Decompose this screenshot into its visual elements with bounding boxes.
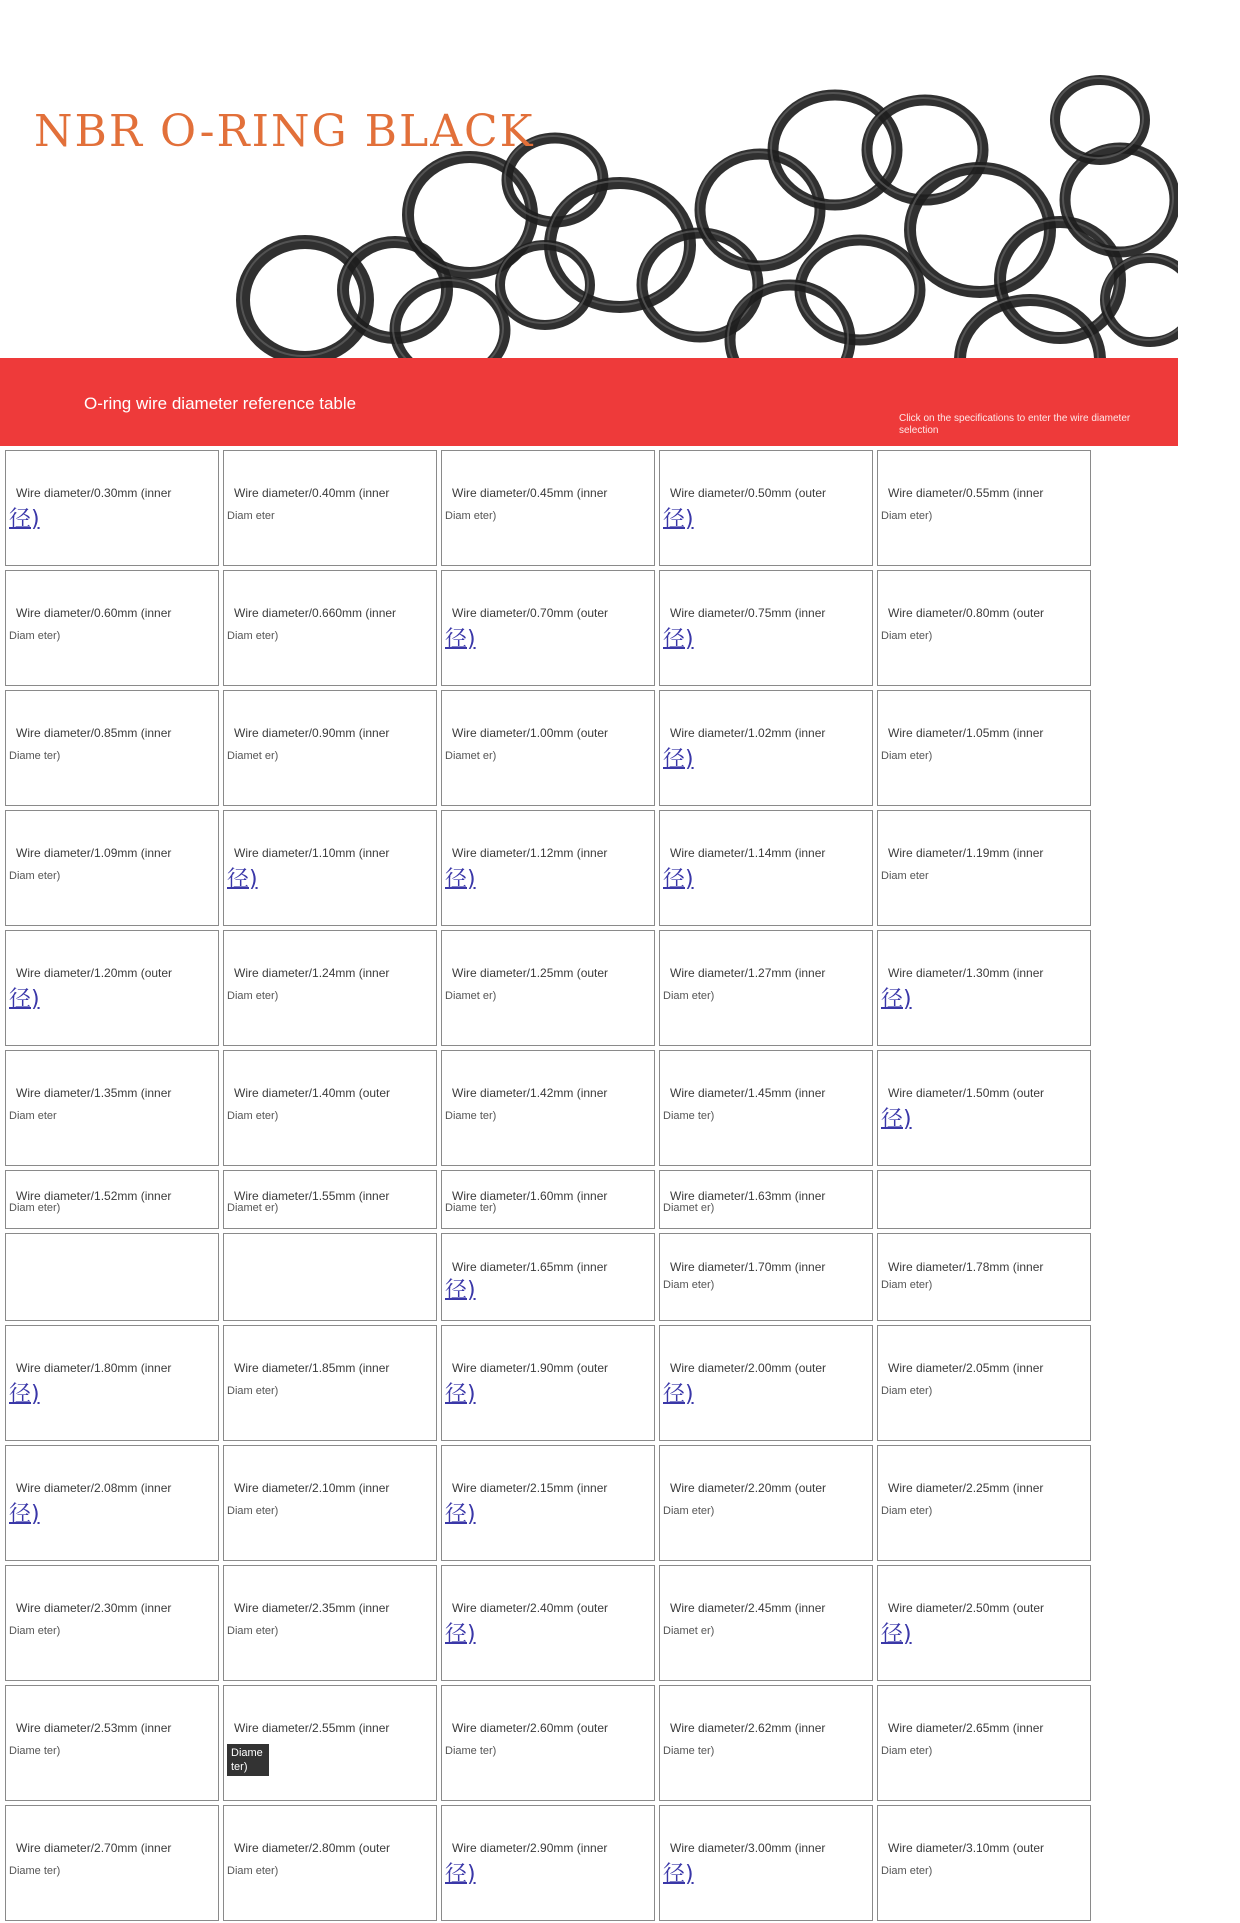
spec-diameter-type: Diam eter) [227, 1865, 279, 1877]
spec-cell[interactable] [5, 1325, 219, 1441]
spec-label: Wire diameter/2.62mm (inner [670, 1721, 826, 1735]
spec-label: Wire diameter/0.55mm (inner [888, 486, 1044, 500]
spec-cell[interactable] [223, 1170, 437, 1229]
spec-cell[interactable] [5, 450, 219, 566]
spec-label: Wire diameter/0.90mm (inner [234, 726, 390, 740]
spec-row [2, 688, 1100, 808]
spec-label: Wire diameter/1.55mm (inner [234, 1189, 390, 1203]
spec-diameter-type: Diam eter) [881, 750, 933, 762]
spec-cell[interactable] [5, 1685, 219, 1801]
spec-row [2, 1323, 1100, 1443]
spec-label: Wire diameter/2.65mm (inner [888, 1721, 1044, 1735]
spec-diameter-type: 径) [227, 867, 258, 892]
spec-label: Wire diameter/3.10mm (outer [888, 1841, 1045, 1855]
spec-label: Wire diameter/0.60mm (inner [16, 606, 172, 620]
spec-row [2, 808, 1100, 928]
spec-diameter-type: 径) [445, 1622, 476, 1647]
spec-label: Wire diameter/0.80mm (outer [888, 606, 1045, 620]
spec-diameter-type: Diamet er) [445, 990, 497, 1002]
spec-label: Wire diameter/2.25mm (inner [888, 1481, 1044, 1495]
spec-diameter-type: Diame ter) [445, 1110, 497, 1122]
spec-row [2, 448, 1100, 568]
spec-row [2, 1048, 1100, 1168]
spec-label: Wire diameter/1.12mm (inner [452, 846, 608, 860]
spec-cell[interactable] [659, 1233, 873, 1321]
spec-diameter-type: 径) [445, 1862, 476, 1887]
spec-cell[interactable] [5, 810, 219, 926]
spec-label: Wire diameter/1.02mm (inner [670, 726, 826, 740]
spec-diameter-type: 径) [881, 987, 912, 1012]
spec-diameter-type: 径) [663, 867, 694, 892]
spec-diameter-type: 径) [445, 1278, 476, 1303]
section-header [0, 358, 1178, 446]
spec-cell[interactable] [441, 450, 655, 566]
spec-cell[interactable] [877, 1233, 1091, 1321]
spec-diameter-type: Diam eter [881, 870, 929, 882]
spec-label: Wire diameter/1.19mm (inner [888, 846, 1044, 860]
spec-label: Wire diameter/2.05mm (inner [888, 1361, 1044, 1375]
spec-cell-empty [877, 1170, 1091, 1229]
spec-diameter-type: Diamet er) [227, 1202, 279, 1214]
spec-label: Wire diameter/1.09mm (inner [16, 846, 172, 860]
spec-diameter-type: 径) [445, 867, 476, 892]
spec-label: Wire diameter/0.75mm (inner [670, 606, 826, 620]
spec-label: Wire diameter/1.14mm (inner [670, 846, 826, 860]
spec-cell[interactable] [441, 570, 655, 686]
spec-diameter-type: Diame ter) [9, 1865, 61, 1877]
spec-diameter-type: Diame ter) [663, 1745, 715, 1757]
spec-row [2, 1443, 1100, 1563]
spec-label: Wire diameter/1.10mm (inner [234, 846, 390, 860]
spec-label: Wire diameter/2.60mm (outer [452, 1721, 609, 1735]
spec-label: Wire diameter/1.20mm (outer [16, 966, 173, 980]
spec-cell[interactable] [223, 810, 437, 926]
spec-label: Wire diameter/2.70mm (inner [16, 1841, 172, 1855]
spec-diameter-type: Diam eter) [227, 1385, 279, 1397]
spec-label: Wire diameter/2.55mm (inner [234, 1721, 390, 1735]
spec-cell[interactable] [223, 1685, 437, 1801]
spec-diameter-type: 径) [9, 1382, 40, 1407]
spec-diameter-type: Diame ter) [445, 1202, 497, 1214]
spec-cell[interactable] [659, 570, 873, 686]
spec-diameter-type: Diam eter) [227, 630, 279, 642]
spec-diameter-type: Diam eter) [881, 1385, 933, 1397]
spec-cell[interactable] [877, 1445, 1091, 1561]
spec-label: Wire diameter/1.80mm (inner [16, 1361, 172, 1375]
spec-cell[interactable] [659, 1685, 873, 1801]
spec-label: Wire diameter/1.25mm (outer [452, 966, 609, 980]
spec-label: Wire diameter/1.63mm (inner [670, 1189, 826, 1203]
spec-cell[interactable] [877, 1325, 1091, 1441]
spec-cell[interactable] [659, 930, 873, 1046]
spec-diameter-type: 径) [881, 1622, 912, 1647]
spec-label: Wire diameter/1.50mm (outer [888, 1086, 1045, 1100]
spec-cell[interactable] [441, 1170, 655, 1229]
spec-label: Wire diameter/1.40mm (outer [234, 1086, 391, 1100]
spec-grid [2, 448, 1100, 1923]
spec-cell[interactable] [441, 930, 655, 1046]
spec-cell[interactable] [5, 1050, 219, 1166]
spec-label: Wire diameter/0.70mm (outer [452, 606, 609, 620]
spec-diameter-type: Diam eter) [9, 1625, 61, 1637]
spec-diameter-type: Diam eter) [881, 1745, 933, 1757]
spec-cell[interactable] [5, 1805, 219, 1921]
spec-label: Wire diameter/0.660mm (inner [234, 606, 397, 620]
spec-cell[interactable] [223, 1050, 437, 1166]
section-note: Click on the specifications to enter the wire diameter selection [899, 413, 1131, 436]
spec-diameter-type: Diam eter) [881, 510, 933, 522]
spec-label: Wire diameter/0.45mm (inner [452, 486, 608, 500]
spec-label: Wire diameter/1.45mm (inner [670, 1086, 826, 1100]
spec-cell[interactable] [877, 1565, 1091, 1681]
spec-diameter-type: Diam eter) [227, 1505, 279, 1517]
spec-cell[interactable] [441, 1233, 655, 1321]
spec-label: Wire diameter/0.50mm (outer [670, 486, 827, 500]
spec-diameter-type: Diamet er) [227, 750, 279, 762]
spec-cell[interactable] [659, 690, 873, 806]
spec-diameter-type: Diam eter) [881, 1279, 933, 1291]
spec-label: Wire diameter/1.27mm (inner [670, 966, 826, 980]
spec-cell[interactable] [441, 1325, 655, 1441]
spec-cell[interactable] [877, 570, 1091, 686]
spec-label: Wire diameter/1.52mm (inner [16, 1189, 172, 1203]
spec-row [2, 928, 1100, 1048]
spec-cell[interactable] [5, 930, 219, 1046]
spec-label: Wire diameter/2.50mm (outer [888, 1601, 1045, 1615]
spec-diameter-type: 径) [445, 1502, 476, 1527]
spec-row [2, 1168, 1100, 1231]
spec-diameter-type: 径) [445, 1382, 476, 1407]
spec-diameter-type: Diam eter) [9, 630, 61, 642]
spec-diameter-type: Diam eter) [881, 630, 933, 642]
spec-diameter-type: 径) [663, 507, 694, 532]
spec-diameter-type: Diam eter) [881, 1505, 933, 1517]
spec-label: Wire diameter/2.45mm (inner [670, 1601, 826, 1615]
spec-cell[interactable] [877, 810, 1091, 926]
spec-cell[interactable] [441, 1805, 655, 1921]
spec-diameter-type: Diame ter) [227, 1744, 269, 1776]
spec-diameter-type: Diam eter) [663, 990, 715, 1002]
spec-label: Wire diameter/1.60mm (inner [452, 1189, 608, 1203]
spec-cell[interactable] [659, 1170, 873, 1229]
spec-cell[interactable] [659, 1325, 873, 1441]
spec-diameter-type: Diam eter) [227, 1625, 279, 1637]
spec-cell[interactable] [223, 450, 437, 566]
spec-label: Wire diameter/0.40mm (inner [234, 486, 390, 500]
spec-diameter-type: 径) [9, 987, 40, 1012]
spec-cell[interactable] [659, 450, 873, 566]
spec-diameter-type: Diam eter) [663, 1505, 715, 1517]
spec-cell[interactable] [441, 1445, 655, 1561]
spec-label: Wire diameter/1.65mm (inner [452, 1260, 608, 1274]
spec-diameter-type: Diame ter) [663, 1110, 715, 1122]
spec-cell[interactable] [441, 1565, 655, 1681]
spec-label: Wire diameter/2.08mm (inner [16, 1481, 172, 1495]
spec-diameter-type: Diam eter) [881, 1865, 933, 1877]
spec-diameter-type: Diame ter) [9, 1745, 61, 1757]
spec-diameter-type: Diamet er) [445, 750, 497, 762]
spec-label: Wire diameter/1.30mm (inner [888, 966, 1044, 980]
spec-label: Wire diameter/2.90mm (inner [452, 1841, 608, 1855]
spec-cell[interactable] [659, 1565, 873, 1681]
spec-diameter-type: 径) [445, 627, 476, 652]
spec-cell[interactable] [441, 690, 655, 806]
spec-label: Wire diameter/2.53mm (inner [16, 1721, 172, 1735]
spec-cell[interactable] [441, 810, 655, 926]
hero-banner [0, 0, 1178, 358]
spec-label: Wire diameter/0.85mm (inner [16, 726, 172, 740]
spec-label: Wire diameter/0.30mm (inner [16, 486, 172, 500]
spec-cell[interactable] [877, 1805, 1091, 1921]
spec-cell[interactable] [5, 690, 219, 806]
spec-cell[interactable] [877, 930, 1091, 1046]
spec-diameter-type: Diam eter) [663, 1279, 715, 1291]
spec-label: Wire diameter/1.78mm (inner [888, 1260, 1044, 1274]
spec-label: Wire diameter/3.00mm (inner [670, 1841, 826, 1855]
spec-label: Wire diameter/1.85mm (inner [234, 1361, 390, 1375]
spec-label: Wire diameter/2.40mm (outer [452, 1601, 609, 1615]
spec-diameter-type: Diam eter [227, 510, 275, 522]
spec-cell[interactable] [5, 1445, 219, 1561]
spec-diameter-type: Diam eter) [227, 1110, 279, 1122]
spec-diameter-type: Diame ter) [9, 750, 61, 762]
spec-diameter-type: Diam eter) [227, 990, 279, 1002]
spec-cell[interactable] [441, 1685, 655, 1801]
spec-cell[interactable] [223, 1565, 437, 1681]
spec-diameter-type: Diam eter) [9, 870, 61, 882]
spec-cell[interactable] [877, 450, 1091, 566]
spec-label: Wire diameter/1.35mm (inner [16, 1086, 172, 1100]
spec-label: Wire diameter/2.00mm (outer [670, 1361, 827, 1375]
spec-label: Wire diameter/2.30mm (inner [16, 1601, 172, 1615]
spec-row [2, 1231, 1100, 1323]
spec-row [2, 1803, 1100, 1923]
spec-cell[interactable] [5, 1170, 219, 1229]
spec-diameter-type: Diame ter) [445, 1745, 497, 1757]
spec-cell[interactable] [223, 1805, 437, 1921]
spec-cell[interactable] [877, 1050, 1091, 1166]
section-title: O-ring wire diameter reference table [84, 394, 357, 413]
spec-diameter-type: Diam eter [9, 1110, 57, 1122]
spec-cell[interactable] [659, 1445, 873, 1561]
spec-row [2, 1683, 1100, 1803]
spec-cell[interactable] [659, 1805, 873, 1921]
spec-label: Wire diameter/1.42mm (inner [452, 1086, 608, 1100]
spec-label: Wire diameter/1.90mm (outer [452, 1361, 609, 1375]
spec-cell[interactable] [877, 690, 1091, 806]
spec-label: Wire diameter/2.80mm (outer [234, 1841, 391, 1855]
spec-cell[interactable] [223, 1325, 437, 1441]
spec-cell[interactable] [223, 1445, 437, 1561]
spec-label: Wire diameter/2.20mm (outer [670, 1481, 827, 1495]
spec-diameter-type: Diam eter) [9, 1202, 61, 1214]
spec-label: Wire diameter/2.10mm (inner [234, 1481, 390, 1495]
spec-diameter-type: Diam eter) [445, 510, 497, 522]
spec-label: Wire diameter/1.00mm (outer [452, 726, 609, 740]
spec-cell[interactable] [223, 570, 437, 686]
spec-cell[interactable] [441, 1050, 655, 1166]
spec-cell[interactable] [659, 810, 873, 926]
spec-cell[interactable] [659, 1050, 873, 1166]
spec-diameter-type: 径) [663, 747, 694, 772]
spec-label: Wire diameter/2.35mm (inner [234, 1601, 390, 1615]
spec-label: Wire diameter/1.24mm (inner [234, 966, 390, 980]
spec-label: Wire diameter/2.15mm (inner [452, 1481, 608, 1495]
spec-diameter-type: 径) [663, 1862, 694, 1887]
spec-label: Wire diameter/1.70mm (inner [670, 1260, 826, 1274]
spec-diameter-type: 径) [9, 1502, 40, 1527]
spec-cell[interactable] [223, 930, 437, 1046]
spec-diameter-type: Diamet er) [663, 1625, 715, 1637]
spec-cell[interactable] [5, 1565, 219, 1681]
o-ring-photo [0, 0, 1178, 358]
spec-diameter-type: Diamet er) [663, 1202, 715, 1214]
hero-title: NBR O-RING BLACK [34, 106, 535, 157]
spec-label: Wire diameter/1.05mm (inner [888, 726, 1044, 740]
spec-cell[interactable] [5, 570, 219, 686]
spec-diameter-type: 径) [9, 507, 40, 532]
spec-cell[interactable] [223, 690, 437, 806]
spec-row [2, 568, 1100, 688]
spec-cell-empty [223, 1233, 437, 1321]
spec-diameter-type: 径) [881, 1107, 912, 1132]
spec-diameter-type: 径) [663, 1382, 694, 1407]
spec-cell[interactable] [877, 1685, 1091, 1801]
spec-row [2, 1563, 1100, 1683]
spec-diameter-type: 径) [663, 627, 694, 652]
spec-cell-empty [5, 1233, 219, 1321]
